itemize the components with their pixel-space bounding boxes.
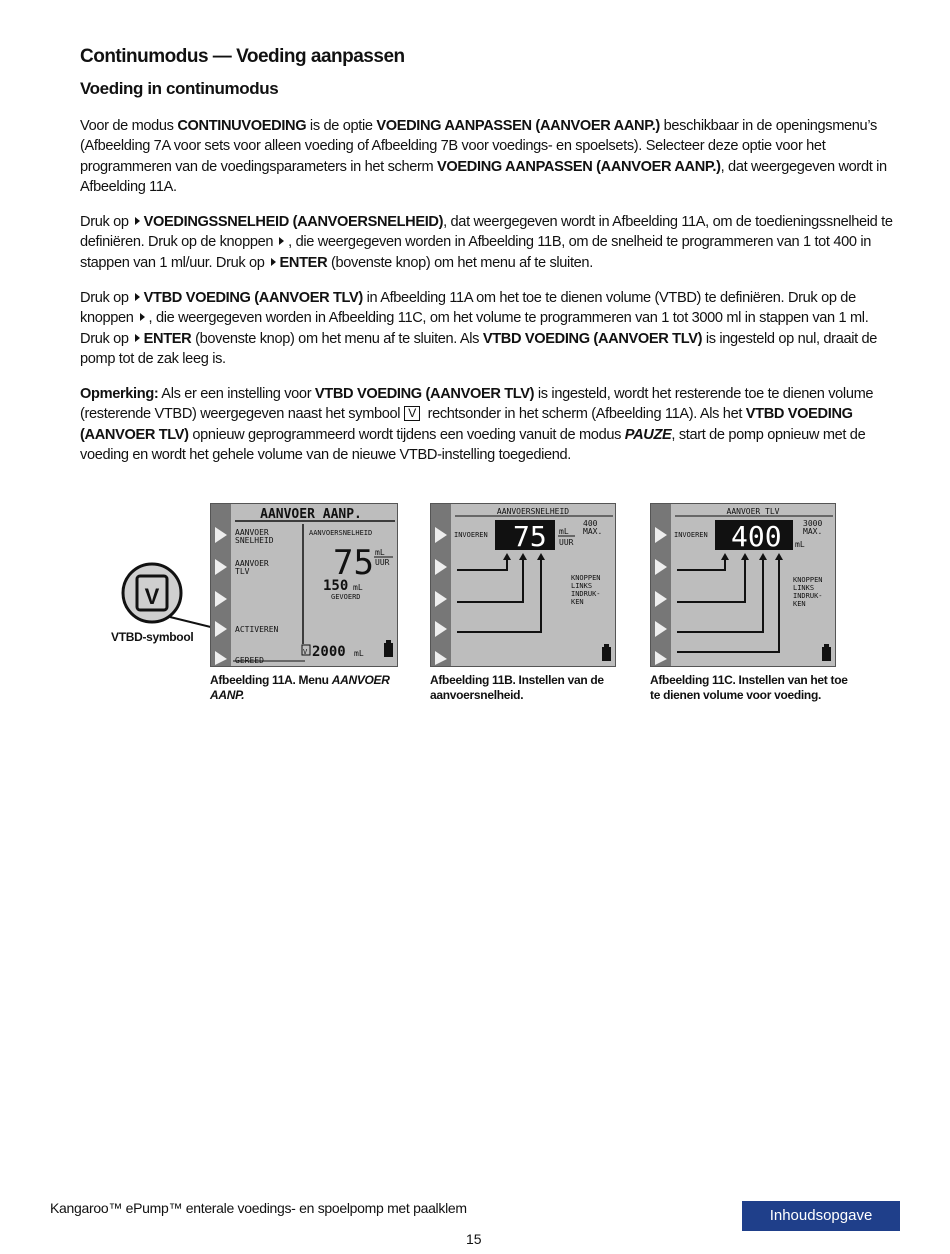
lcd-unit-top: mL xyxy=(559,527,569,536)
lcd-menu-vtbd: AANVOER xyxy=(235,559,269,568)
lcd-max-value: 3000 xyxy=(803,519,823,528)
vtbd-symbol-icon: V xyxy=(404,406,420,421)
lcd-rate-unit-top: mL xyxy=(375,548,385,557)
lcd-menu-feed-rate: AANVOER xyxy=(235,528,269,537)
lcd-unit: mL xyxy=(795,540,805,549)
arrow-right-icon xyxy=(135,217,140,225)
lcd-hint-2: LINKS xyxy=(571,582,593,590)
arrow-right-icon xyxy=(271,258,276,266)
section-title: Voeding in continumodus xyxy=(80,79,279,98)
lcd-fed-unit: mL xyxy=(353,583,363,592)
lcd-fed-value: 150 xyxy=(323,578,349,594)
arrow-right-icon xyxy=(140,313,145,321)
lcd-hint-4: KEN xyxy=(793,600,806,608)
table-of-contents-button[interactable]: Inhoudsopgave xyxy=(742,1201,900,1231)
lcd-hint-1: KNOPPEN xyxy=(571,574,601,582)
lcd-menu-feed-rate-2: SNELHEID xyxy=(235,536,274,545)
figure-11b-screen xyxy=(430,503,616,667)
battery-icon xyxy=(384,640,393,657)
paragraph-note: Opmerking: Als er een instelling voor VTBD VOEDING (AANVOER TLV) is ingesteld, wordt het resterende toe te dienen volume (resterende VTBD) weergegeven naast het symbool V rechtsonder in het scherm (Afbeelding 11A). Als het VTBD VOEDING (AANVOER TLV) opnieuw geprogrammeerd wordt tijdens een voeding vanuit de modus PAUZE, start de pomp opnieuw met de voeding en wordt het gehele volume van de nieuwe VTBD-instelling toegediend. xyxy=(80,386,874,463)
vtbd-glyph: V xyxy=(144,584,160,609)
lcd-hint-4: KEN xyxy=(571,598,584,606)
lcd-title: AANVOERSNELHEID xyxy=(496,507,570,516)
lcd-max-label: MAX. xyxy=(583,527,603,536)
lcd-menu-vtbd-2: TLV xyxy=(235,567,250,576)
lcd-vtbd-value: 2000 xyxy=(312,644,346,660)
lcd-vtbd-icon: V xyxy=(303,648,308,656)
page-title: Continumodus — Voeding aanpassen xyxy=(80,46,405,67)
figure-11a-caption: Afbeelding 11A. Menu AANVOER AANP. xyxy=(210,673,390,702)
lcd-rate-label: AANVOERSNELHEID xyxy=(309,529,373,537)
lcd-title: AANVOER TLV xyxy=(726,507,780,516)
lcd-menu-done: GEREED xyxy=(235,656,264,665)
lcd-hint-1: KNOPPEN xyxy=(793,576,823,584)
battery-icon xyxy=(822,644,831,661)
figure-11c-caption: Afbeelding 11C. Instellen van het toe te dienen volume voor voeding. xyxy=(650,673,848,702)
lcd-entry-label: INVOEREN xyxy=(454,531,488,539)
lcd-max-label: MAX. xyxy=(803,527,823,536)
page-number: 15 xyxy=(466,1231,482,1247)
paragraph-feed-rate: Druk op VOEDINGSSNELHEID (AANVOERSNELHEID), dat weergegeven wordt in Afbeelding 11A, om de toedieningssnelheid te definiëren. Druk op de knoppen , die weergegeven worden in Afbeelding 11B, om de snelheid te programmeren van 1 tot 400 in stappen van 1 ml/uur. Druk op ENTER (bovenste knop) om het menu af te sluiten. xyxy=(80,214,893,271)
battery-icon xyxy=(602,644,611,661)
figure-11b-caption: Afbeelding 11B. Instellen van de aanvoersnelheid. xyxy=(430,673,604,702)
lcd-unit-bottom: UUR xyxy=(559,538,574,547)
figure-11a-screen xyxy=(210,503,398,667)
lcd-hint-3: INDRUK- xyxy=(793,592,823,600)
lcd-hint-3: INDRUK- xyxy=(571,590,601,598)
arrow-right-icon xyxy=(279,237,284,245)
lcd-menu-activate: ACTIVEREN xyxy=(235,625,279,634)
vtbd-symbol-label: VTBD-symbool xyxy=(111,630,194,644)
lcd-rate-value: 75 xyxy=(333,543,374,583)
paragraph-vtbd: Druk op VTBD VOEDING (AANVOER TLV) in Afbeelding 11A om het toe te dienen volume (VTBD) te definiëren. Druk op de knoppen , die weergegeven worden in Afbeelding 11C, om het volume te programmeren van 1 tot 3000 ml in stappen van 1 ml. Druk op ENTER (bovenste knop) om het menu af te sluiten. Als VTBD VOEDING (AANVOER TLV) is ingesteld op nul, draait de pomp tot de zak leeg is. xyxy=(80,290,878,367)
paragraph-intro: Voor de modus CONTINUVOEDING is de optie VOEDING AANPASSEN (AANVOER AANP.) beschikbaar in de openingsmenu’s (Afbeelding 7A voor sets voor alleen voeding of Afbeelding 7B voor voedings- en spoelsets). Selecteer deze optie voor het programmeren van de voedingsparameters in het scherm VOEDING AANPASSEN (AANVOER AANP.), dat weergegeven wordt in Afbeelding 11A. xyxy=(80,118,887,195)
lcd-entry-label: INVOEREN xyxy=(674,531,708,539)
lcd-entry-value: 75 xyxy=(513,520,547,553)
lcd-fed-label: GEVOERD xyxy=(331,593,361,601)
lcd-vtbd-unit: mL xyxy=(354,649,364,658)
figure-11c-screen xyxy=(650,503,836,667)
lcd-entry-value: 400 xyxy=(731,520,782,553)
lcd-hint-2: LINKS xyxy=(793,584,815,592)
arrow-right-icon xyxy=(135,334,140,342)
arrow-right-icon xyxy=(135,293,140,301)
lcd-max-value: 400 xyxy=(583,519,598,528)
lcd-rate-unit-bottom: UUR xyxy=(375,558,390,567)
lcd-title: AANVOER AANP. xyxy=(260,507,362,522)
footer-product-name: Kangaroo™ ePump™ enterale voedings- en spoelpomp met paalklem xyxy=(50,1200,467,1216)
